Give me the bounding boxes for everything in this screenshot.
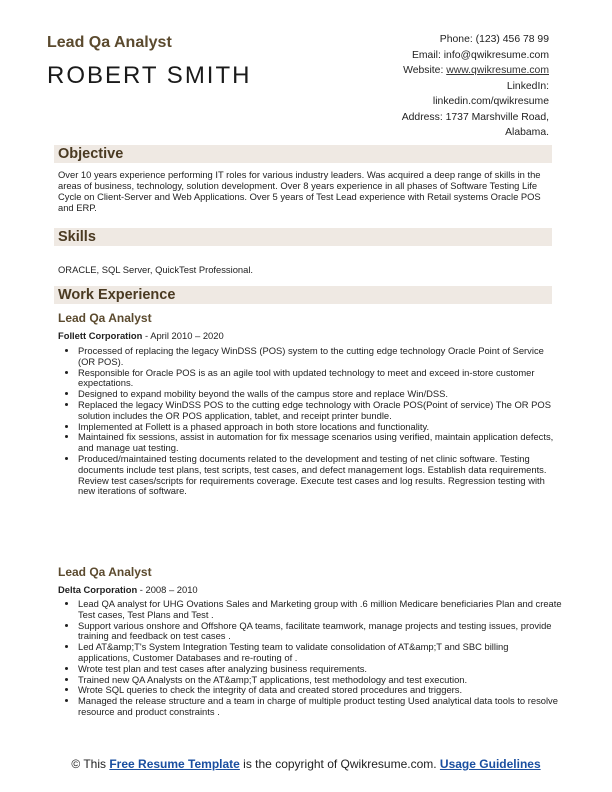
- job-1-title: Lead Qa Analyst: [58, 311, 152, 325]
- phone-line: Phone: (123) 456 78 99: [439, 34, 549, 45]
- list-item: • Wrote test plan and test cases after analyzing business requirements.: [78, 664, 562, 675]
- job-2-title: Lead Qa Analyst: [58, 565, 152, 579]
- contact-block: [319, 32, 549, 141]
- website-link[interactable]: www.qwikresume.com: [446, 65, 549, 76]
- usage-guidelines-link[interactable]: Usage Guidelines: [439, 757, 541, 771]
- free-resume-template-link[interactable]: Free Resume Template: [109, 757, 240, 771]
- footer: © This Free Resume Template is the copyright of Qwikresume.com. Usage Guidelines: [71, 757, 541, 771]
- email-value[interactable]: info@qwikresume.com: [443, 49, 549, 61]
- list-item: • Processed of replacing the legacy WinDSS (POS) system to the cutting edge technology Oracle Point of Service (OR POS).: [78, 346, 562, 368]
- skills-heading: Skills: [58, 229, 96, 245]
- job-2-bullets: [66, 599, 562, 718]
- list-item: • Replaced the legacy WinDSS POS to the cutting edge technology with Oracle POS(Point of service) The OR POS solution includes the OR POS application, tablet, and receipt printer bundle.: [78, 400, 562, 422]
- list-item: • Led AT&amp;T's System Integration Testing team to validate consolidation of AT&amp;T and SBC billing applications, Customer Databases and re-routing of .: [78, 642, 562, 664]
- list-item: • Produced/maintained testing documents related to the development and testing of net clinic software. Testing documents include test plans, test scripts, test cases, and defect management logs. Establish data requirements. Review test cases/scripts for requirements coverage. Execute test cases and log results. Regression testing with new iterations of software.: [78, 454, 562, 497]
- skills-text: ORACLE, SQL Server, QuickTest Professional.: [58, 264, 254, 275]
- list-item: • Support various onshore and Offshore QA teams, facilitate teamwork, manage projects and testing issues, provide training and feedback on test cases .: [78, 621, 562, 643]
- list-item: • Designed to expand mobility beyond the walls of the campus store and replace Win/DSS.: [78, 389, 562, 400]
- phone-value: (123) 456 78 99: [475, 34, 549, 45]
- work-experience-heading: Work Experience: [58, 287, 176, 303]
- list-item: • Lead QA analyst for UHG Ovations Sales and Marketing group with .6 million Medicare beneficiaries Plan and create Test cases, Test Plans and Test .: [78, 599, 562, 621]
- list-item: • Implemented at Follett is a phased approach in both store locations and functionality.: [78, 422, 562, 433]
- job-title-header: Lead Qa Analyst: [47, 34, 172, 51]
- website-line: Website: www.qwikresume.com: [403, 65, 549, 76]
- job-1-bullets: [66, 346, 562, 497]
- email-line: Email: info@qwikresume.com: [411, 49, 549, 61]
- objective-text: Over 10 years experience performing IT roles for various industry leaders. Was acquired a deep range of skills in the areas of business, technology, solution development. Over 8 years experience in all phases of Software Testing Life Cycle on Client-Server and Web Applications. Over 5 years of Test Lead experience with Retail systems Oracle POS and ERP.: [58, 169, 541, 213]
- list-item: • Trained new QA Analysts on the AT&amp;T applications, test methodology and test execution.: [78, 675, 562, 686]
- job-1-company: Follett Corporation - April 2010 – 2020: [58, 330, 224, 341]
- candidate-name: ROBERT SMITH: [47, 62, 252, 89]
- list-item: • Maintained fix sessions, assist in automation for fix message scenarios using verified, maintain application defects, and manage uat testing.: [78, 432, 562, 454]
- list-item: • Wrote SQL queries to check the integrity of data and created stored procedures and triggers.: [78, 685, 562, 696]
- skills-section-header: [54, 228, 552, 246]
- address-line: Address: 1737 Marshville Road,: [401, 111, 549, 123]
- list-item: • Managed the release structure and a team in charge of multiple product testing Used analytical data tools to resolve resource and product constraints .: [78, 696, 562, 718]
- linkedin-value[interactable]: linkedin.com/qwikresume: [432, 96, 549, 107]
- address-line-2: Alabama.: [505, 127, 549, 138]
- work-experience-section-header: [54, 286, 552, 304]
- list-item: • Responsible for Oracle POS is as an agile tool with updated technology to meet and exceed in-store customer expectations.: [78, 368, 562, 390]
- job-2-company: Delta Corporation - 2008 – 2010: [58, 584, 198, 595]
- linkedin-label: LinkedIn:: [506, 80, 549, 92]
- objective-heading: Objective: [58, 146, 124, 162]
- objective-section-header: [54, 145, 552, 163]
